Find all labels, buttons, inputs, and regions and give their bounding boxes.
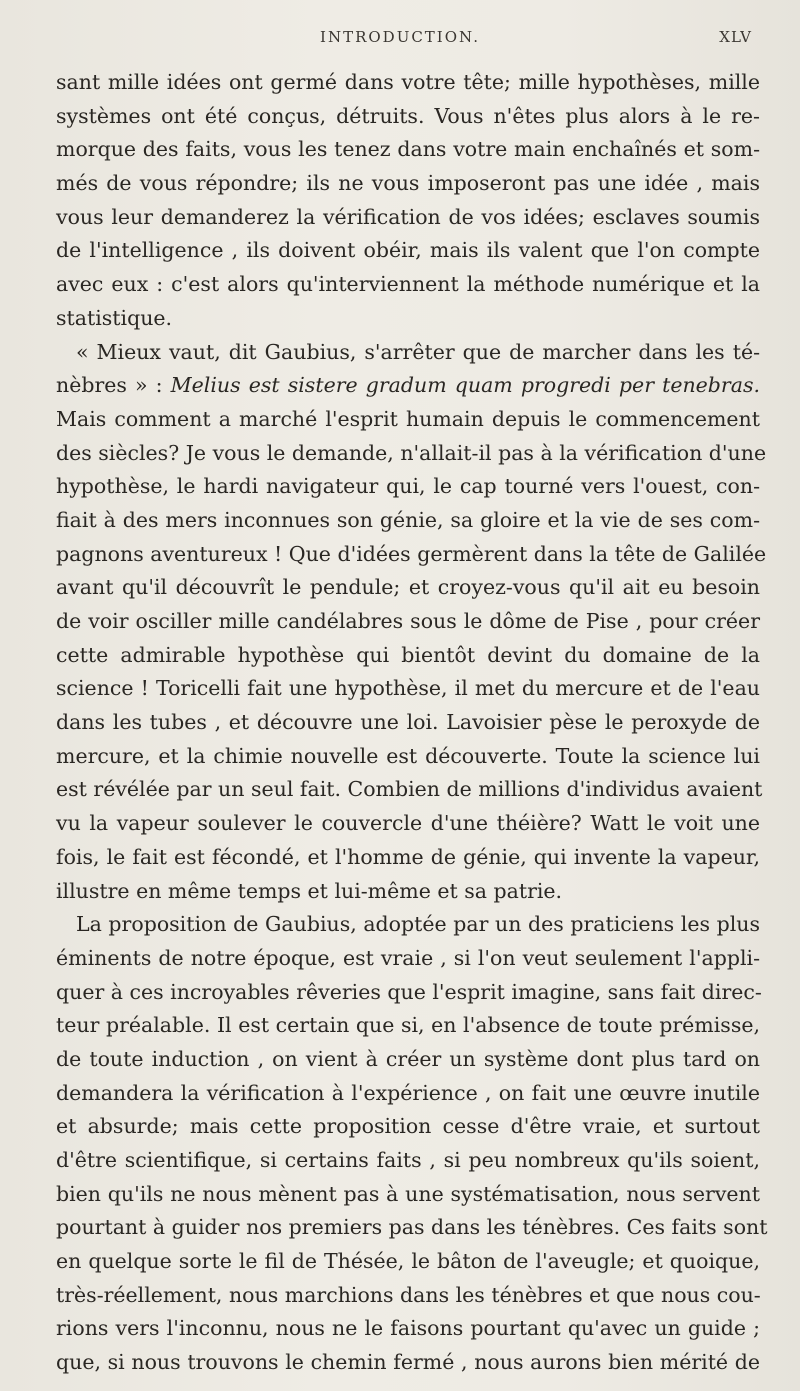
- text-line: vous leur demanderez la vérification de vos idées; esclaves soumis: [56, 204, 760, 229]
- text-line: très-réellement, nous marchions dans les ténèbres et que nous cou-: [56, 1282, 761, 1307]
- text-line: de voir osciller mille candélabres sous le dôme de Pise , pour créer: [56, 609, 760, 633]
- text-line: systèmes ont été conçus, détruits. Vous n'êtes plus alors à le re-: [56, 103, 760, 128]
- text-line: « Mieux vaut, dit Gaubius, s'arrêter que de marcher dans les té-: [76, 339, 760, 364]
- running-title: INTRODUCTION.: [320, 28, 480, 46]
- text-line: quer à ces incroyables rêveries que l'esprit imagine, sans fait direc-: [56, 979, 762, 1004]
- text-line: hypothèse, le hardi navigateur qui, le cap tourné vers l'ouest, con-: [56, 474, 760, 499]
- page-number: XLV: [719, 28, 752, 46]
- text-line: pourtant à guider nos premiers pas dans les ténèbres. Ces faits sont: [56, 1215, 768, 1240]
- text-line: més de vous répondre; ils ne vous imposeront pas une idée , mais: [56, 171, 760, 196]
- text-line: de toute induction , on vient à créer un système dont plus tard on: [56, 1046, 760, 1071]
- text-line: vu la vapeur soulever le couvercle d'une théière? Watt le voit une: [56, 811, 760, 836]
- text-line: science ! Toricelli fait une hypothèse, il met du mercure et de l'eau: [56, 676, 760, 701]
- text-line: rions vers l'inconnu, nous ne le faisons pourtant qu'avec un guide ;: [56, 1316, 760, 1341]
- text-line: des siècles? Je vous le demande, n'allait-il pas à la vérification d'une: [56, 440, 767, 465]
- text-line: statistique.: [56, 305, 173, 330]
- text-line: avec eux : c'est alors qu'interviennent la méthode numérique et la: [56, 272, 760, 297]
- text-line: dans les tubes , et découvre une loi. Lavoisier pèse le peroxyde de: [56, 710, 760, 735]
- text-line: demandera la vérification à l'expérience , on fait une œuvre inutile: [56, 1080, 760, 1105]
- text-line: morque des faits, vous les tenez dans votre main enchaînés et som-: [56, 137, 760, 162]
- body-text: [56, 66, 768, 1380]
- text-line: d'être scientifique, si certains faits , si peu nombreux qu'ils soient,: [56, 1148, 760, 1172]
- text-line: et absurde; mais cette proposition cesse d'être vraie, et surtout: [56, 1114, 760, 1139]
- text-line: est révélée par un seul fait. Combien de millions d'individus avaient: [56, 777, 763, 802]
- text-line: de l'intelligence , ils doivent obéir, mais ils valent que l'on compte: [56, 238, 760, 263]
- text-line: éminents de notre époque, est vraie , si l'on veut seulement l'appli-: [56, 945, 760, 970]
- text-line: fois, le fait est fécondé, et l'homme de génie, qui invente la vapeur,: [56, 844, 760, 869]
- text-line-quote: [56, 369, 760, 403]
- text-line: teur préalable. Il est certain que si, en l'absence de toute prémisse,: [56, 1013, 760, 1038]
- text-line: illustre en même temps et lui-même et sa patrie.: [56, 878, 563, 903]
- text-line: que, si nous trouvons le chemin fermé , nous aurons bien mérité de: [56, 1350, 760, 1375]
- text-line: sant mille idées ont germé dans votre tête; mille hypothèses, mille: [56, 70, 760, 94]
- text-line: bien qu'ils ne nous mènent pas à une systématisation, nous servent: [56, 1181, 760, 1206]
- text-line: Mais comment a marché l'esprit humain depuis le commencement: [56, 406, 760, 431]
- text-line: cette admirable hypothèse qui bientôt devint du domaine de la: [56, 642, 760, 667]
- latin-quote: Melius est sistere gradum quam progredi per tenebras.: [170, 373, 760, 398]
- quote-lead: nèbres » :: [56, 373, 171, 398]
- text-line: pagnons aventureux ! Que d'idées germèrent dans la tête de Galilée: [56, 541, 767, 566]
- text-line: La proposition de Gaubius, adoptée par un des praticiens les plus: [76, 912, 760, 937]
- running-head: [0, 26, 800, 56]
- text-line: mercure, et la chimie nouvelle est découverte. Toute la science lui: [56, 743, 760, 768]
- text-line: en quelque sorte le fil de Thésée, le bâton de l'aveugle; et quoique,: [56, 1249, 760, 1274]
- text-line: fiait à des mers inconnues son génie, sa gloire et la vie de ses com-: [56, 507, 760, 532]
- text-line: avant qu'il découvrît le pendule; et croyez-vous qu'il ait eu besoin: [56, 575, 760, 600]
